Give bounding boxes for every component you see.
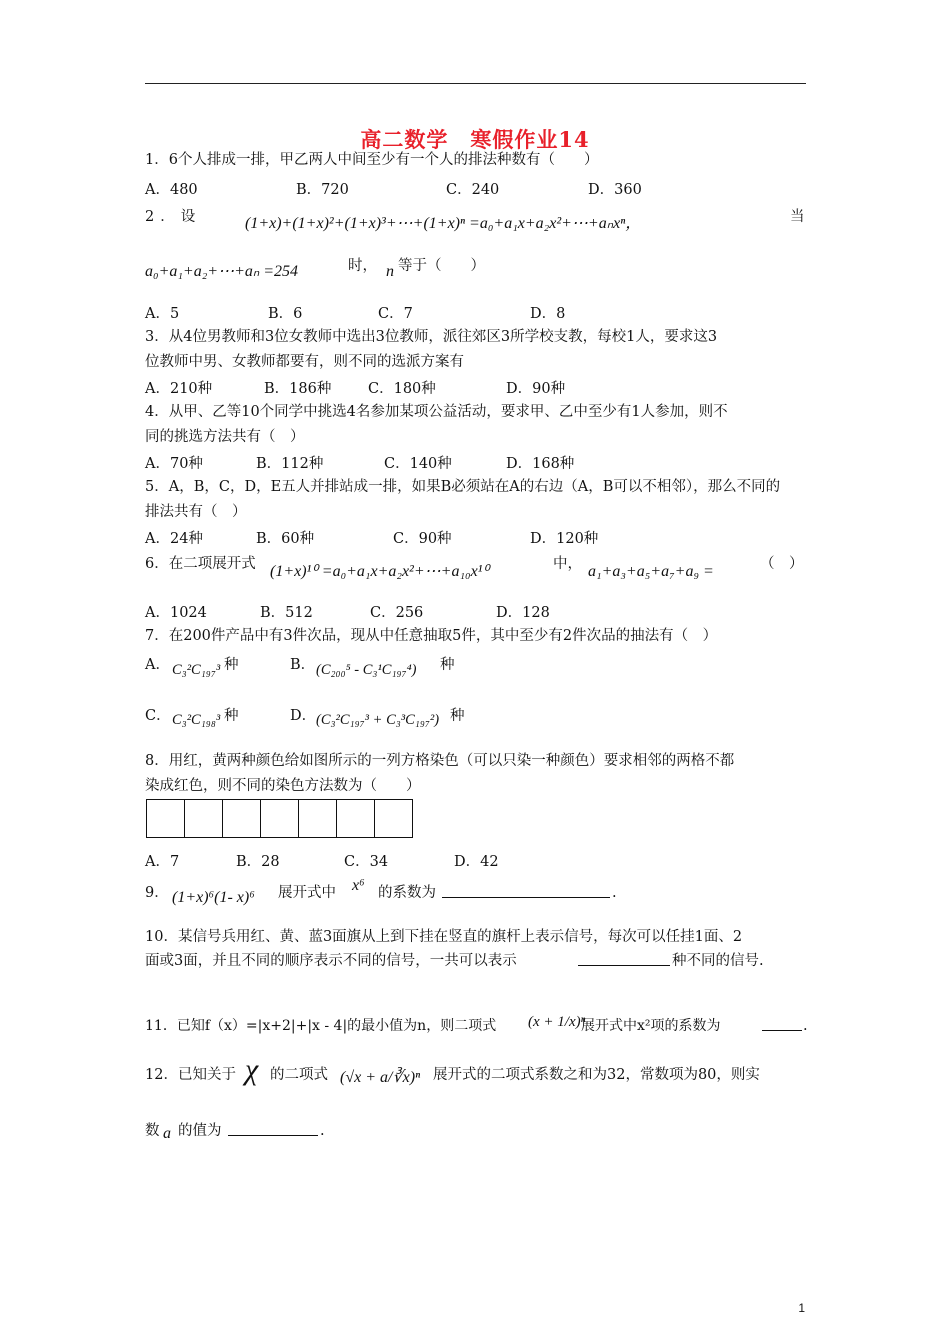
q7-option-c-unit: 种 — [224, 708, 239, 724]
q5-option-c: C．90种 — [393, 531, 452, 547]
q7-option-a-unit: 种 — [224, 657, 239, 673]
q12-line-2a: 数 — [145, 1123, 160, 1139]
grid-cell — [261, 800, 299, 837]
q10-answer-blank[interactable] — [578, 951, 670, 972]
q12-line-2b: 的值为 — [178, 1123, 222, 1139]
q6-stem-b: 中， — [553, 556, 582, 572]
q1-option-d: D．360 — [588, 182, 642, 198]
color-grid-figure — [146, 799, 413, 838]
q12-expression: (√x + a/∛x)ⁿ — [340, 1069, 421, 1086]
grid-cell — [375, 800, 412, 837]
q6-option-a: A．1024 — [145, 605, 207, 621]
q7-stem: 7．在200件产品中有3件次品，现从中任意抽取5件，其中至少有2件次品的抽法有（ ） — [145, 628, 718, 644]
q7-option-b-expr: (C₂₀₀⁵ - C₃¹C₁₉₇⁴) — [316, 662, 417, 678]
q1-option-b: B．720 — [296, 182, 349, 198]
q5-line-2: 排法共有（ ） — [145, 504, 247, 520]
q5-line-1: 5．A，B，C，D，E五人并排站成一排，如果B必须站在A的右边（A，B可以不相邻），那么不同的 — [145, 479, 781, 495]
q2-option-c: C．7 — [378, 306, 413, 322]
q8-line-1: 8．用红，黄两种颜色给如图所示的一列方格染色（可以只染一种颜色）要求相邻的两格不都 — [145, 753, 735, 769]
q6-option-d: D．128 — [496, 605, 550, 621]
q12-stem-a: 12．已知关于 — [145, 1067, 236, 1083]
q6-stem-c: （ ） — [760, 556, 804, 572]
q7-option-a-expr: C₃²C₁₉₇³ — [172, 662, 221, 678]
q4-option-b: B．112种 — [256, 456, 324, 472]
q2-stem-c: 等于（ ） — [398, 258, 485, 274]
q11-stem-b: 展开式中x²项的系数为 — [581, 1018, 721, 1034]
q7-option-b-unit: 种 — [440, 657, 455, 673]
page-number: 1 — [798, 1301, 805, 1315]
q10-line-2a: 面或3面，并且不同的顺序表示不同的信号，一共可以表示 — [145, 953, 517, 969]
q11-end: . — [803, 1018, 808, 1034]
q9-number: 9． — [145, 885, 169, 901]
q8-option-a: A．7 — [145, 854, 180, 870]
q4-line-1: 4．从甲、乙等10个同学中挑选4名参加某项公益活动，要求甲、乙中至少有1人参加，则不 — [145, 404, 728, 420]
q1-stem: 1．6个人排成一排，甲乙两人中间至少有一个人的排法种数有（ ） — [145, 152, 599, 168]
q9-answer-blank[interactable] — [442, 883, 610, 904]
q2-sum-expression: a₀+a₁+a₂+⋯+aₙ =254 — [145, 263, 299, 280]
q5-option-b: B．60种 — [256, 531, 315, 547]
grid-cell — [185, 800, 223, 837]
q2-n: n — [386, 263, 394, 280]
q4-option-d: D．168种 — [506, 456, 575, 472]
header-rule — [145, 83, 806, 84]
q1-option-c: C．240 — [446, 182, 500, 198]
q5-option-a: A．24种 — [145, 531, 203, 547]
q12-answer-blank[interactable] — [228, 1121, 318, 1142]
q6-expression: (1+x)¹⁰ =a₀+a₁x+a₂x²+⋯+a₁₀x¹⁰ — [270, 563, 489, 580]
q10-line-2b: 种不同的信号. — [672, 953, 764, 969]
q6-sum-expression: a₁+a₃+a₅+a₇+a₉ = — [588, 563, 714, 580]
q9-x6: x⁶ — [352, 877, 365, 894]
q8-option-d: D．42 — [454, 854, 499, 870]
q5-option-d: D．120种 — [530, 531, 599, 547]
q2-stem-a: 2．设 — [145, 209, 202, 225]
q2-tail: 当 — [790, 209, 805, 225]
q8-option-c: C．34 — [344, 854, 389, 870]
q3-line-2: 位教师中男、女教师都要有，则不同的选派方案有 — [145, 354, 464, 370]
grid-cell — [147, 800, 185, 837]
q11-stem-a: 11．已知f（x）=|x+2|+|x - 4|的最小值为n，则二项式 — [145, 1018, 497, 1034]
q9-expression: (1+x)⁶(1- x)⁶ — [172, 889, 255, 906]
q7-option-b-label: B． — [290, 657, 316, 673]
q6-option-b: B．512 — [260, 605, 313, 621]
page-title: 高二数学 寒假作业14 — [360, 127, 590, 152]
q2-option-d: D．8 — [530, 306, 566, 322]
q12-a-variable: a — [163, 1125, 171, 1142]
q2-option-b: B．6 — [268, 306, 303, 322]
q9-end: . — [612, 885, 617, 901]
q8-line-2: 染成红色，则不同的染色方法数为（ ） — [145, 778, 421, 794]
q11-expression: (x + 1/x)ⁿ — [528, 1014, 586, 1030]
q9-mid: 展开式中 — [278, 885, 336, 901]
q3-option-b: B．186种 — [264, 381, 332, 397]
q12-stem-c: 展开式的二项式系数之和为32，常数项为80，则实 — [433, 1067, 760, 1083]
q2-stem-b: 时， — [348, 258, 377, 274]
q7-option-d-expr: (C₃²C₁₉₇³ + C₃³C₁₉₇²) — [316, 712, 440, 728]
q6-option-c: C．256 — [370, 605, 424, 621]
grid-cell — [223, 800, 261, 837]
q11-answer-blank[interactable] — [762, 1016, 802, 1037]
q8-option-b: B．28 — [236, 854, 280, 870]
q9-tail: 的系数为 — [378, 885, 436, 901]
q2-expression: (1+x)+(1+x)²+(1+x)³+⋯+(1+x)ⁿ =a₀+a₁x+a₂x²+⋯+aₙxⁿ， — [245, 215, 642, 232]
q7-option-c-label: C． — [145, 708, 171, 724]
q4-option-a: A．70种 — [145, 456, 203, 472]
grid-cell — [337, 800, 375, 837]
q6-stem-a: 6．在二项展开式 — [145, 556, 256, 572]
q12-chi: χ — [245, 1053, 259, 1086]
q3-option-c: C．180种 — [368, 381, 436, 397]
q12-stem-b: 的二项式 — [270, 1067, 328, 1083]
q7-option-c-expr: C₃²C₁₉₈³ — [172, 712, 221, 728]
grid-cell — [299, 800, 337, 837]
q2-option-a: A．5 — [145, 306, 180, 322]
q4-line-2: 同的挑选方法共有（ ） — [145, 429, 305, 445]
q7-option-a-label: A． — [145, 657, 170, 673]
q3-option-d: D．90种 — [506, 381, 566, 397]
q4-option-c: C．140种 — [384, 456, 452, 472]
q7-option-d-unit: 种 — [450, 708, 465, 724]
q3-line-1: 3．从4位男教师和3位女教师中选出3位教师，派往郊区3所学校支教，每校1人，要求这3 — [145, 329, 718, 345]
q1-option-a: A．480 — [145, 182, 198, 198]
q7-option-d-label: D． — [290, 708, 317, 724]
q12-end: . — [320, 1123, 325, 1139]
q3-option-a: A．210种 — [145, 381, 213, 397]
q10-line-1: 10．某信号兵用红、黄、蓝3面旗从上到下挂在竖直的旗杆上表示信号，每次可以任挂1面、2 — [145, 929, 743, 945]
